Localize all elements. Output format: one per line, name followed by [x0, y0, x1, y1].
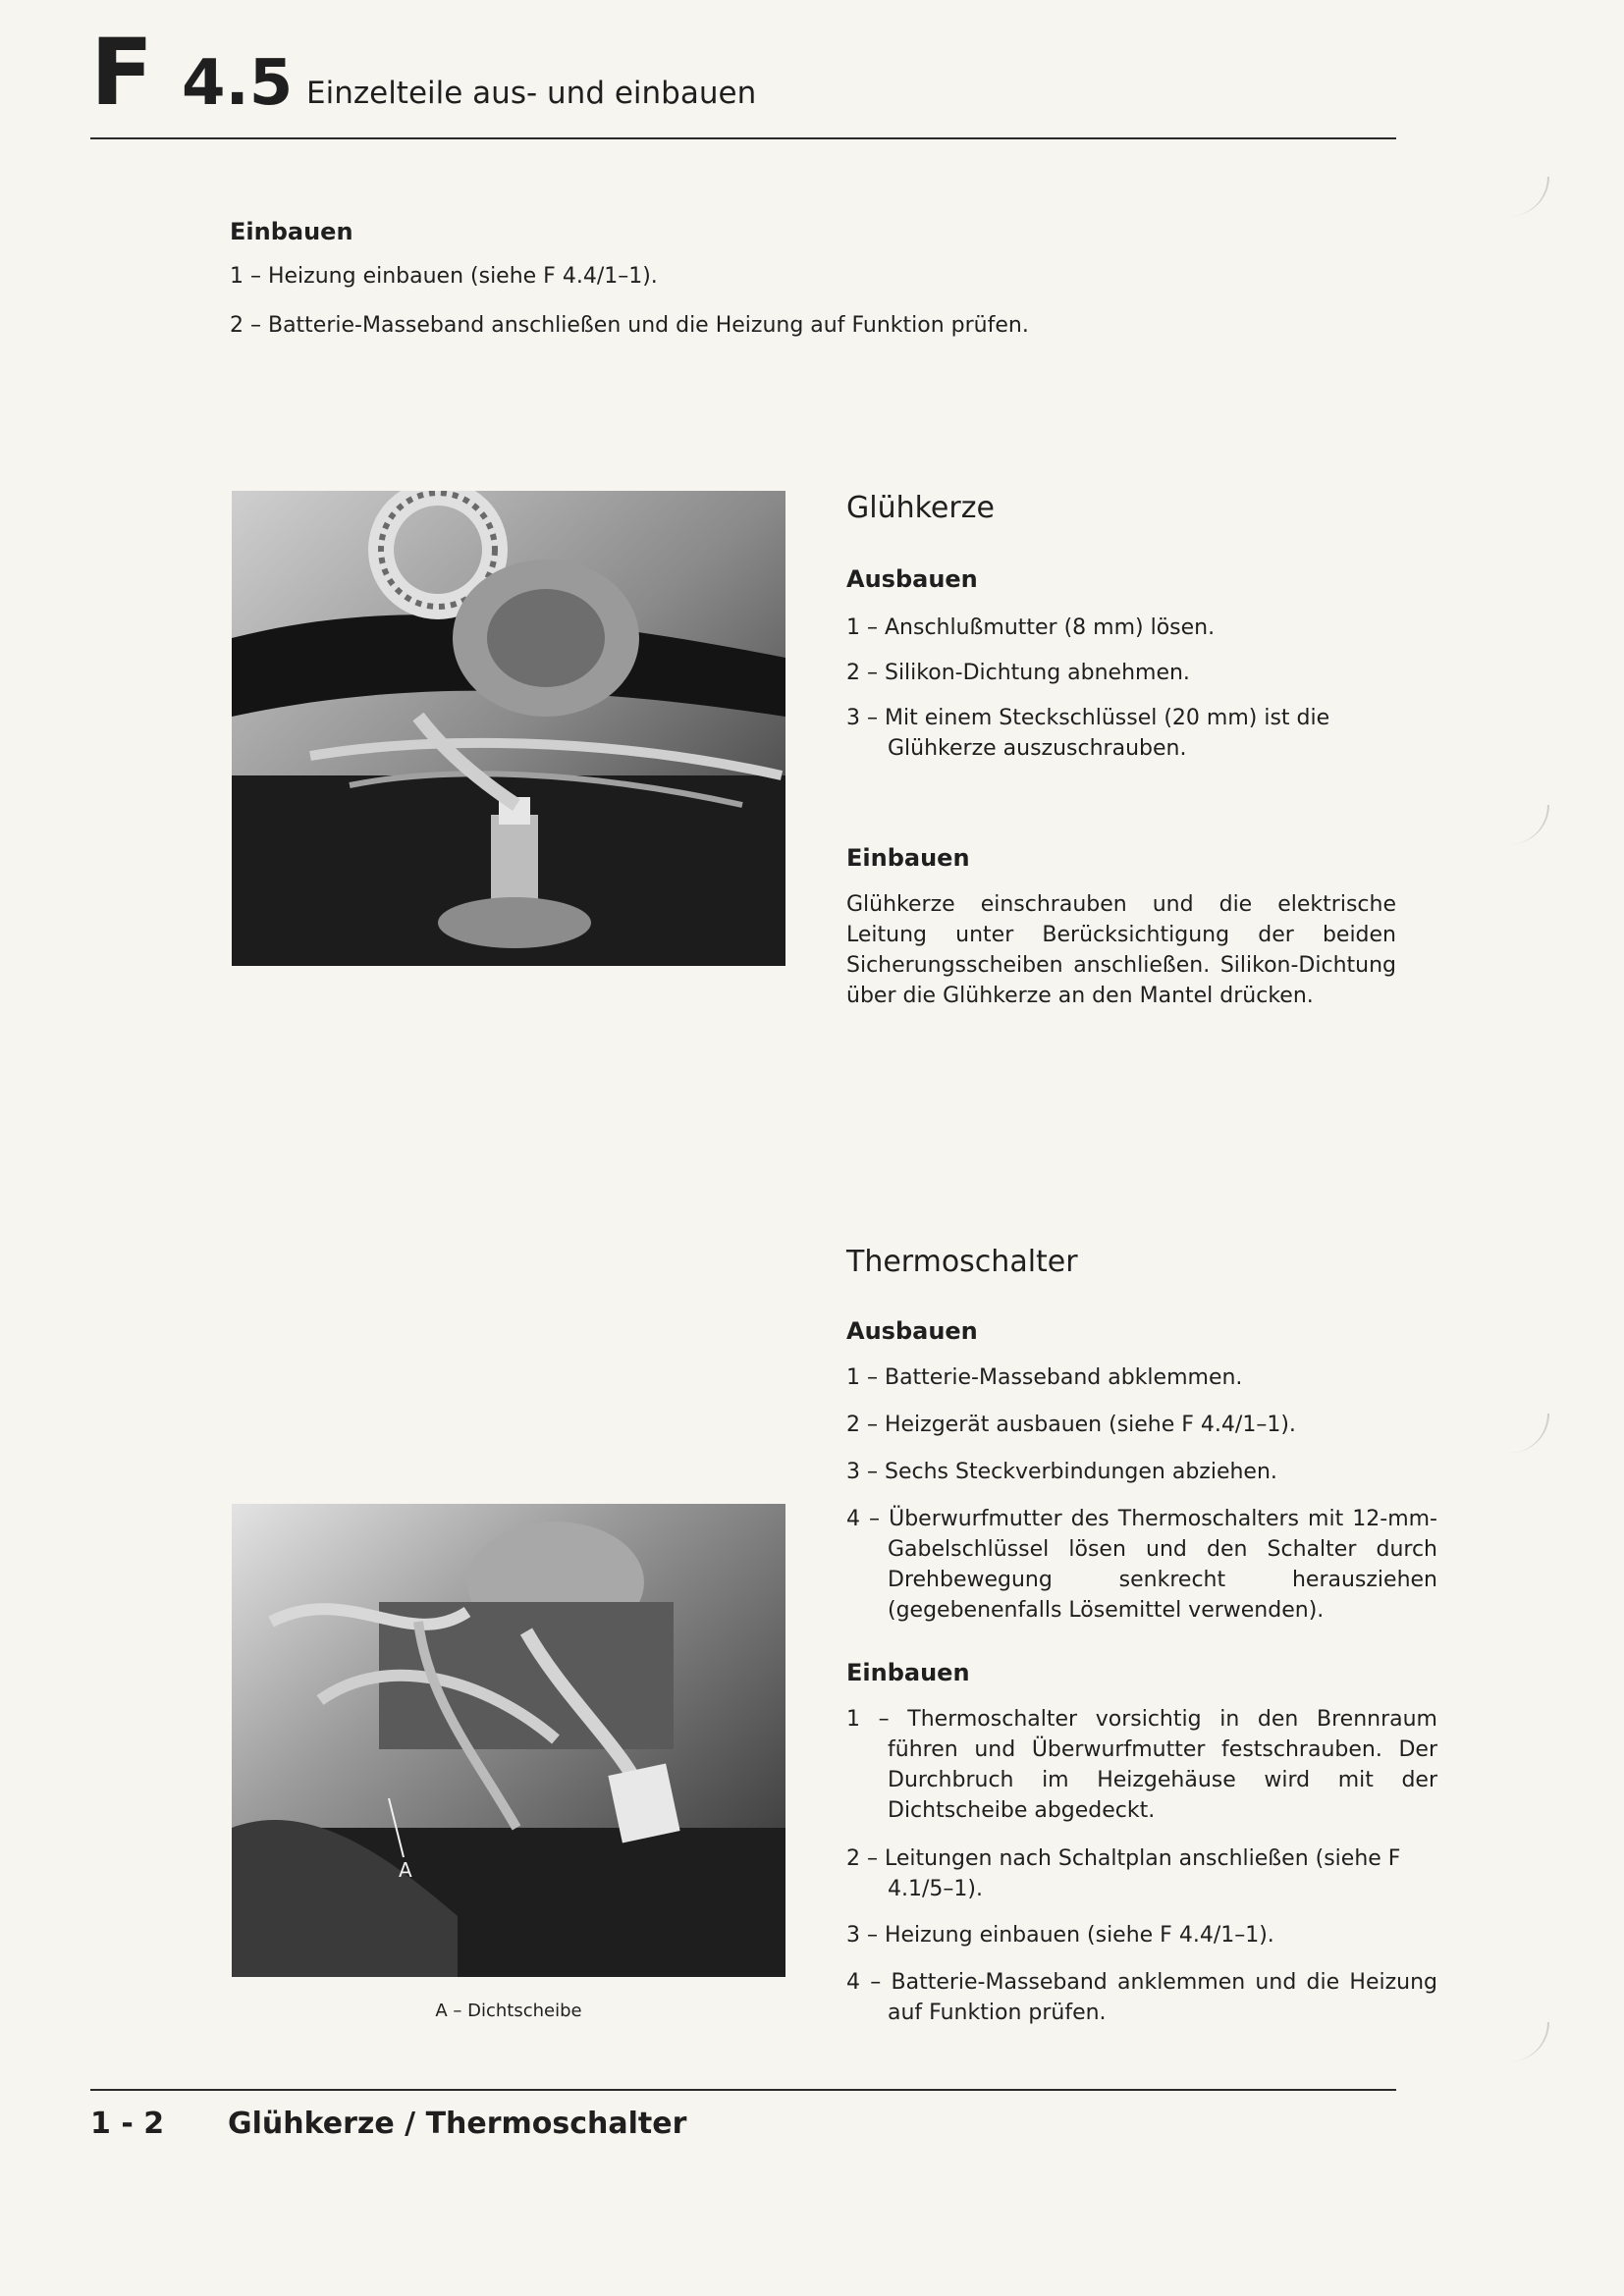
page-title: Einzelteile aus- und einbauen [306, 76, 757, 111]
thermoschalter-remove-step: 1 – Batterie-Masseband abklemmen. [846, 1365, 1243, 1390]
gluehkerze-photo [232, 491, 785, 966]
gluehkerze-install-text: Glühkerze einschrauben und die elektrische Leitung unter Berücksichtigung der beiden Sicherungsscheiben anschließen. Silikon-Dichtung über die Glühkerze an den Mantel drücken. [846, 892, 1396, 1008]
intro-heading: Einbauen [230, 218, 353, 245]
gluehkerze-remove-step: 1 – Anschlußmutter (8 mm) lösen. [846, 615, 1216, 640]
gluehkerze-remove-step: 2 – Silikon-Dichtung abnehmen. [846, 661, 1190, 685]
margin-mark [1502, 2022, 1549, 2061]
thermoschalter-remove-step: 3 – Sechs Steckverbindungen abziehen. [846, 1460, 1277, 1484]
gluehkerze-title: Glühkerze [846, 491, 995, 525]
gluehkerze-install-heading: Einbauen [846, 844, 970, 872]
photo-marker-a: A [399, 1858, 412, 1882]
margin-mark [1502, 805, 1549, 844]
thermoschalter-install-step: 4 – Batterie-Masseband anklemmen und die Heizung auf Funktion prüfen. [846, 1970, 1437, 2025]
intro-step: 1 – Heizung einbauen (siehe F 4.4/1–1). [230, 264, 658, 289]
gluehkerze-remove-heading: Ausbauen [846, 565, 978, 593]
photo-caption: A – Dichtscheibe [435, 2001, 582, 2021]
page-number: 1 - 2 [90, 2107, 165, 2141]
thermoschalter-remove-step: 2 – Heizgerät ausbauen (siehe F 4.4/1–1). [846, 1413, 1296, 1437]
thermoschalter-install-step: 1 – Thermoschalter vorsichtig in den Brennraum führen und Überwurfmutter festschrauben. Der Durchbruch im Heizgehäuse wird mit der Dichtscheibe abgedeckt. [846, 1707, 1437, 1823]
header-rule [90, 137, 1396, 139]
thermoschalter-install-heading: Einbauen [846, 1659, 970, 1686]
section-code [90, 20, 294, 127]
thermoschalter-remove-heading: Ausbauen [846, 1317, 978, 1345]
footer-title: Glühkerze / Thermoschalter [228, 2107, 687, 2141]
thermoschalter-install-step: 2 – Leitungen nach Schaltplan anschließen (siehe F 4.1/5–1). [846, 1846, 1401, 1901]
section-letter: F [90, 20, 152, 127]
margin-mark [1502, 177, 1549, 216]
section-number: 4.5 [181, 47, 294, 120]
thermoschalter-photo [232, 1504, 785, 1977]
thermoschalter-title: Thermoschalter [846, 1245, 1078, 1279]
margin-mark [1502, 1414, 1549, 1453]
thermoschalter-remove-step: 4 – Überwurfmutter des Thermoschalters mit 12-mm-Gabelschlüssel lösen und den Schalter durch Drehbewegung senkrecht herausziehen (gegebenenfalls Lösemittel verwenden). [846, 1507, 1437, 1623]
intro-step: 2 – Batterie-Masseband anschließen und die Heizung auf Funktion prüfen. [230, 313, 1029, 338]
gluehkerze-remove-step: 3 – Mit einem Steckschlüssel (20 mm) ist die Glühkerze auszuschrauben. [846, 706, 1330, 761]
footer-rule [90, 2089, 1396, 2091]
thermoschalter-install-step: 3 – Heizung einbauen (siehe F 4.4/1–1). [846, 1923, 1274, 1948]
